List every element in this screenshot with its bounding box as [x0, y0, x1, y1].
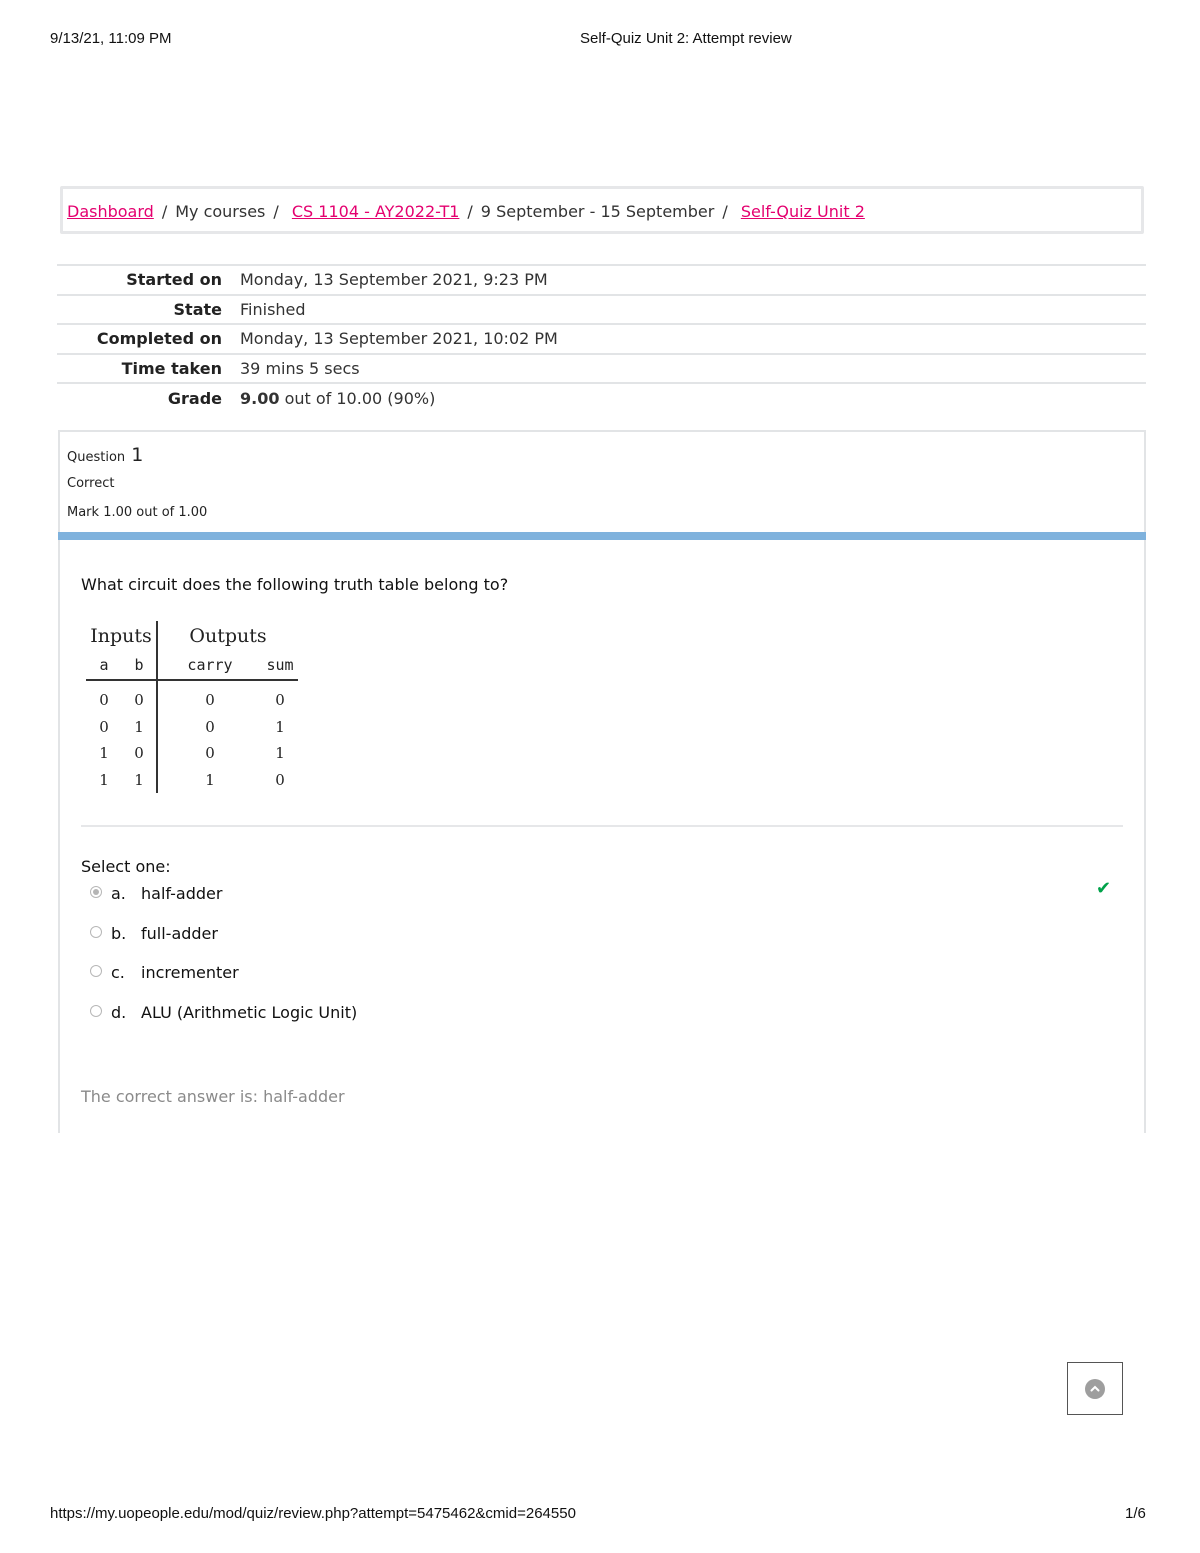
print-datetime: 9/13/21, 11:09 PM [50, 30, 172, 47]
answer-letter: b. [111, 923, 127, 943]
truth-row [86, 740, 298, 767]
print-page-title: Self-Quiz Unit 2: Attempt review [580, 30, 792, 47]
truth-cell: 0 [122, 740, 157, 767]
truth-cell: 0 [275, 691, 285, 710]
summary-row-completed [57, 324, 1146, 354]
answer-option-b[interactable] [90, 924, 1120, 964]
truth-row [86, 714, 298, 741]
answer-letter: c. [111, 963, 125, 982]
chevron-up-icon [1085, 1379, 1105, 1399]
truth-cell: 0 [205, 691, 215, 710]
radio-d[interactable] [90, 1005, 102, 1017]
truth-cell: 1 [122, 714, 157, 741]
summary-row-started [57, 265, 1146, 295]
truth-cell: 0 [205, 717, 215, 736]
truth-table-image [86, 621, 298, 793]
truth-cell: 0 [122, 687, 157, 714]
breadcrumb [60, 186, 1144, 234]
truth-col-carry: carry [157, 651, 262, 680]
answer-label: incrementer [141, 963, 239, 982]
summary-row-grade [57, 383, 1146, 413]
question-1 [58, 430, 1146, 1133]
print-page-number: 1/6 [1125, 1505, 1146, 1522]
truth-cell: 1 [205, 770, 215, 789]
time-taken-value: 39 mins 5 secs [240, 354, 1146, 384]
answer-option-a[interactable] [90, 878, 1120, 924]
question-number-value: 1 [131, 444, 144, 466]
truth-cell: 1 [99, 770, 109, 789]
grade-value [240, 383, 1146, 413]
state-value: Finished [240, 295, 1146, 325]
truth-row [86, 767, 298, 794]
state-label: State [57, 295, 240, 325]
radio-b[interactable] [90, 926, 102, 938]
question-label: Question [67, 450, 126, 465]
question-number [67, 444, 143, 466]
truth-header-inputs: Inputs [86, 621, 157, 651]
truth-cell: 0 [99, 717, 109, 736]
answer-label: full-adder [141, 923, 218, 943]
grade-score: 9.00 [240, 389, 280, 409]
correct-check-icon: ✔ [1096, 878, 1112, 899]
breadcrumb-week: 9 September - 15 September [480, 202, 715, 221]
correct-answer-feedback: The correct answer is: half-adder [81, 1087, 345, 1106]
completed-on-label: Completed on [57, 324, 240, 354]
truth-cell: 0 [205, 744, 215, 763]
breadcrumb-separator: / [161, 202, 168, 221]
answer-label: half-adder [141, 884, 223, 903]
question-state: Correct [67, 476, 115, 491]
truth-cell: 1 [99, 744, 109, 763]
breadcrumb-separator: / [722, 202, 728, 221]
breadcrumb-separator: / [273, 202, 279, 221]
breadcrumb-my-courses: My courses [175, 202, 266, 221]
summary-row-time [57, 354, 1146, 384]
started-on-label: Started on [57, 265, 240, 295]
time-taken-label: Time taken [57, 354, 240, 384]
truth-cell: 1 [275, 744, 285, 763]
truth-row [86, 687, 298, 714]
attempt-summary-table [57, 264, 1146, 413]
breadcrumb-separator: / [467, 202, 473, 221]
truth-cell: 0 [99, 691, 109, 710]
started-on-value: Monday, 13 September 2021, 9:23 PM [240, 265, 1146, 295]
answer-option-c[interactable] [90, 963, 1120, 1003]
answer-letter: d. [111, 1002, 127, 1022]
back-to-top-button[interactable] [1067, 1362, 1123, 1415]
completed-on-value: Monday, 13 September 2021, 10:02 PM [240, 324, 1146, 354]
summary-row-state [57, 295, 1146, 325]
question-text: What circuit does the following truth table belong to? [81, 575, 509, 594]
breadcrumb-dashboard[interactable]: Dashboard [67, 202, 154, 221]
truth-header-outputs: Outputs [189, 625, 267, 647]
answer-option-d[interactable] [90, 1003, 1120, 1043]
radio-c[interactable] [90, 965, 102, 977]
grade-rest: out of 10.00 (90%) [284, 389, 436, 409]
question-divider [81, 825, 1123, 827]
select-one-prompt: Select one: [81, 857, 171, 876]
answer-letter: a. [111, 884, 126, 903]
answer-list [90, 878, 1120, 1042]
question-content-bar [58, 532, 1146, 540]
radio-a[interactable] [90, 886, 102, 898]
question-info [60, 432, 1144, 532]
question-mark: Mark 1.00 out of 1.00 [67, 505, 208, 520]
truth-col-a: a [86, 651, 122, 680]
truth-col-sum: sum [262, 651, 298, 680]
truth-cell: 1 [122, 767, 157, 794]
answer-label: ALU (Arithmetic Logic Unit) [141, 1002, 358, 1022]
breadcrumb-quiz[interactable]: Self-Quiz Unit 2 [740, 202, 865, 221]
print-url: https://my.uopeople.edu/mod/quiz/review.php?attempt=5475462&cmid=264550 [50, 1505, 576, 1522]
truth-col-b: b [122, 651, 157, 680]
truth-cell: 1 [275, 717, 285, 736]
grade-label: Grade [57, 383, 240, 413]
truth-cell: 0 [275, 770, 285, 789]
breadcrumb-course[interactable]: CS 1104 - AY2022-T1 [291, 202, 460, 221]
